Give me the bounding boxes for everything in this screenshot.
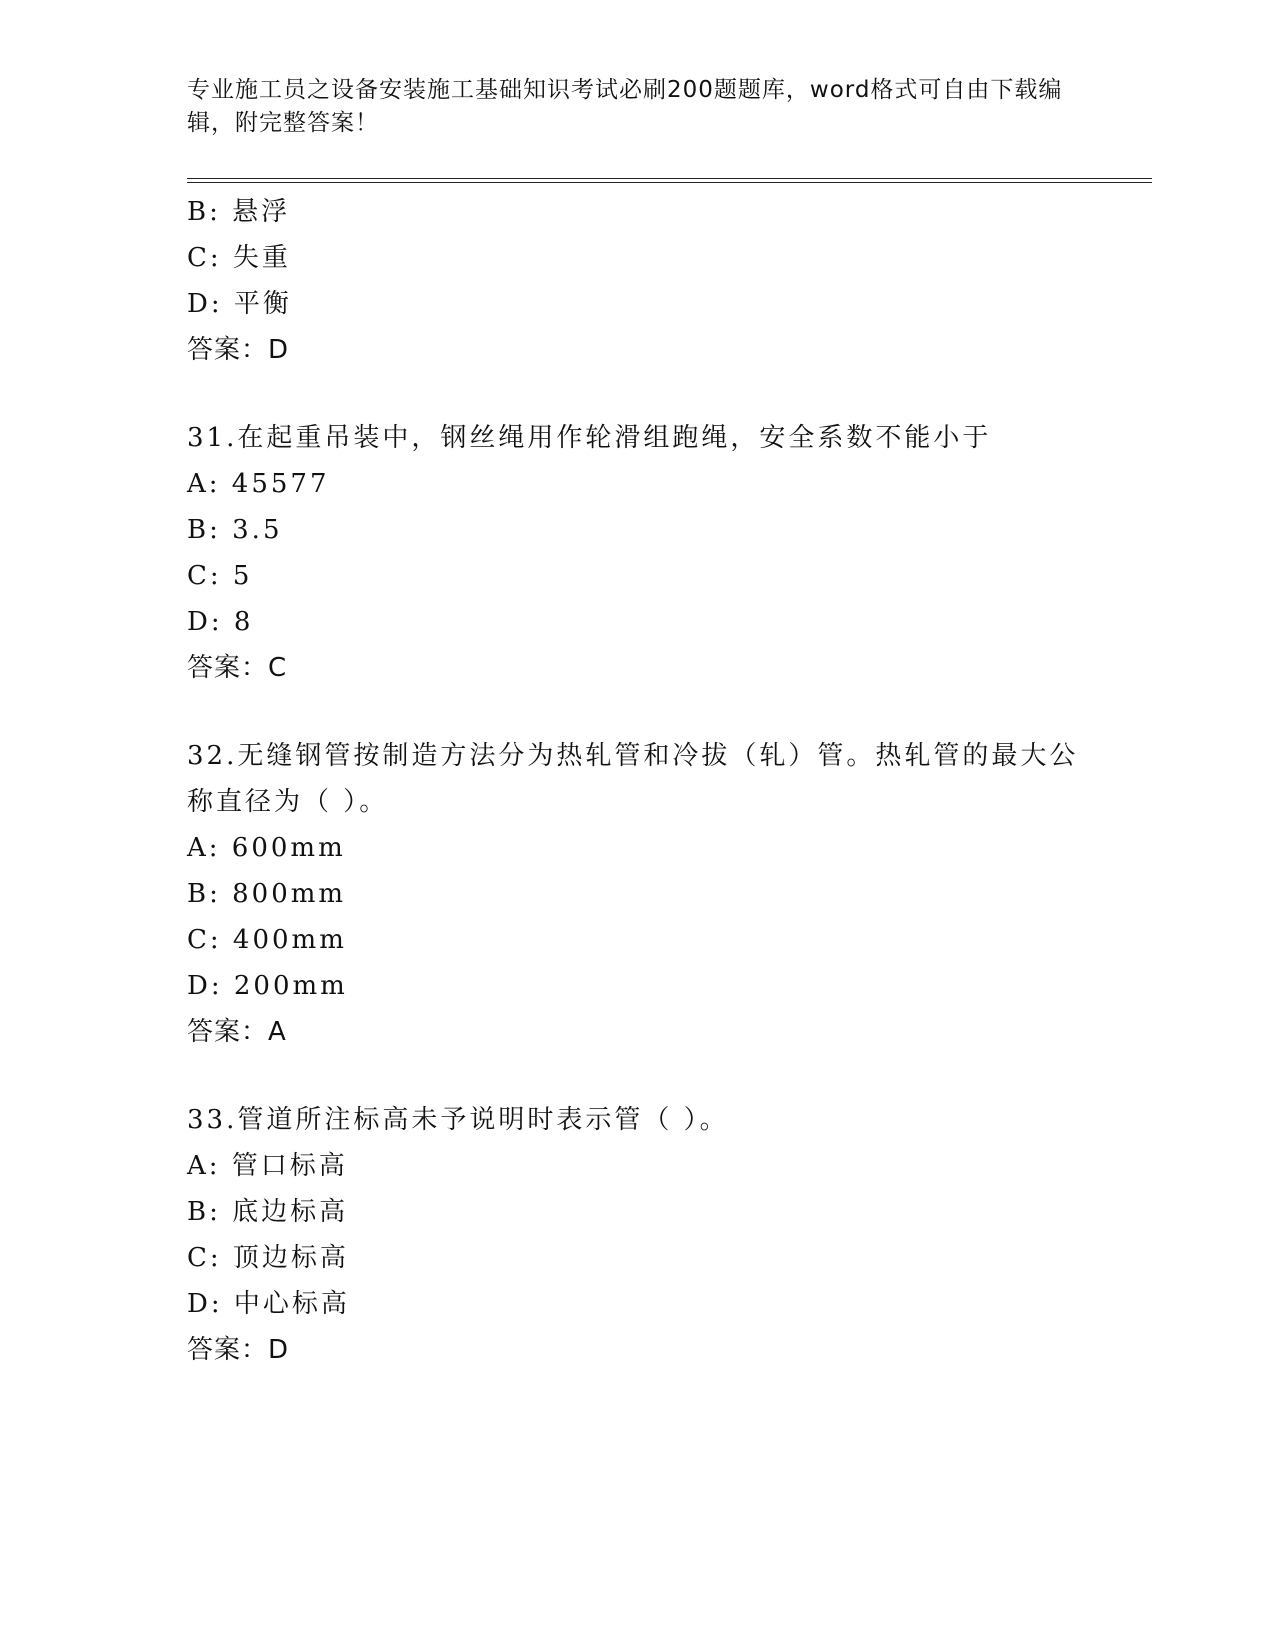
option-c: C: 5	[187, 561, 253, 591]
option-c: C: 失重	[187, 243, 291, 273]
answer: 答案：A	[187, 1017, 287, 1047]
partial-question	[187, 189, 1147, 373]
option-a: A: 45577	[187, 469, 330, 499]
document-header: 专业施工员之设备安装施工基础知识考试必刷200题题库，word格式可自由下载编辑，附完整答案！	[187, 77, 1063, 136]
option-b: B: 底边标高	[187, 1197, 349, 1227]
document-body	[187, 189, 1147, 1373]
option-a: A: 600mm	[187, 833, 346, 863]
answer: 答案：C	[187, 653, 288, 683]
option-d: D: 8	[187, 607, 254, 637]
question-32	[187, 733, 1147, 1055]
option-d: D: 平衡	[187, 289, 292, 319]
question-33	[187, 1097, 1147, 1373]
option-b: B: 3.5	[187, 515, 283, 545]
option-a: A: 管口标高	[187, 1151, 348, 1181]
question-text: 32.无缝钢管按制造方法分为热轧管和冷拔（轧）管。热轧管的最大公称直径为（ ）。	[187, 741, 1079, 817]
option-b: B: 悬浮	[187, 197, 291, 227]
answer: 答案：D	[187, 335, 290, 365]
option-d: D: 中心标高	[187, 1289, 350, 1319]
answer: 答案：D	[187, 1335, 290, 1365]
option-c: C: 400mm	[187, 925, 347, 955]
option-d: D: 200mm	[187, 971, 348, 1001]
option-c: C: 顶边标高	[187, 1243, 349, 1273]
header-rule-bottom	[187, 182, 1152, 183]
header-rule-top	[187, 178, 1152, 179]
question-31	[187, 415, 1147, 691]
question-text: 31.在起重吊装中，钢丝绳用作轮滑组跑绳，安全系数不能小于	[187, 423, 992, 453]
question-text: 33.管道所注标高未予说明时表示管（ ）。	[187, 1105, 729, 1135]
option-b: B: 800mm	[187, 879, 347, 909]
